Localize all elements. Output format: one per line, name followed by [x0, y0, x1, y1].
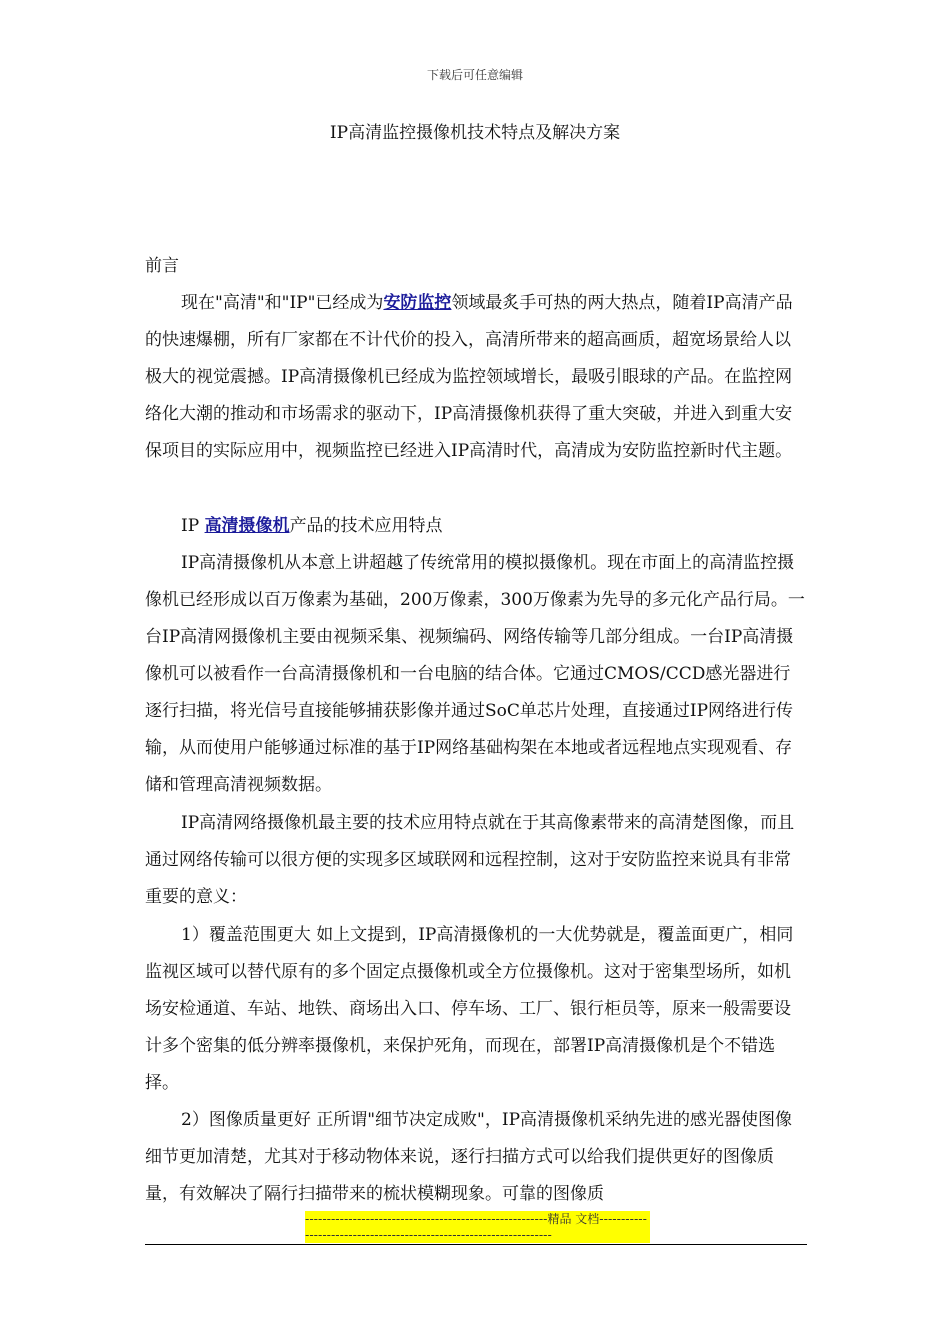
header-note: 下载后可任意编辑 — [426, 68, 523, 82]
key-features-paragraph: IP高清网络摄像机最主要的技术应用特点就在于其高像素带来的高清楚图像，而且通过网络传输可以很方便的实现多区域联网和远程控制，这对于安防监控来说具有非常重要的意义： — [145, 813, 795, 907]
intro-text-start: 现在"高清"和"IP"已经成为 — [181, 293, 384, 313]
image-quality-paragraph: 2）图像质量更好 正所谓"细节决定成败"，IP高清摄像机采纳先进的感光器使图像细节更加清楚，尤其对于移动物体来说，逐行扫描方式可以给我们提供更好的图像质量，有效解决了隔行扫描带来的梳状模糊现象。可靠的图像质 — [145, 1110, 793, 1204]
intro-paragraph — [145, 285, 807, 470]
hd-camera-link[interactable]: 高清摄像机 — [204, 516, 290, 536]
footer-banner: --------------------------------------------------------精品 文档-------------------------------------------------------------------- — [305, 1211, 650, 1243]
tech-overview-paragraph: IP高清摄像机从本意上讲超越了传统常用的模拟摄像机。现在市面上的高清监控摄像机已经形成以百万像素为基础，200万像素，300万像素为先导的多元化产品行局。一台IP高清网摄像机主要由视频采集、视频编码、网络传输等几部分组成。一台IP高清摄像机可以被看作一台高清摄像机和一台电脑的结合体。它通过CMOS/CCD感光器进行逐行扫描，将光信号直接能够捕获影像并通过SoC单芯片处理，直接通过IP网络进行传输，从而使用户能够通过标准的基于IP网络基础构架在本地或者远程地点实现观看、存储和管理高清视频数据。 — [145, 553, 805, 795]
section-heading-suffix: 产品的技术应用特点 — [289, 516, 443, 536]
footer-divider — [145, 1244, 807, 1245]
security-monitoring-link[interactable]: 安防监控 — [383, 293, 452, 313]
preface-heading: 前言 — [145, 256, 179, 276]
document-title: IP高清监控摄像机技术特点及解决方案 — [329, 123, 621, 143]
section-heading-prefix: IP — [181, 516, 205, 536]
coverage-paragraph: 1）覆盖范围更大 如上文提到，IP高清摄像机的一大优势就是，覆盖面更广，相同监视区域可以替代原有的多个固定点摄像机或全方位摄像机。这对于密集型场所，如机场安检通道、车站、地铁、商场出入口、停车场、工厂、银行柜员等，原来一般需要设计多个密集的低分辨率摄像机，来保护死角，而现在，部署IP高清摄像机是个不错选择。 — [145, 925, 794, 1093]
section-heading — [145, 508, 807, 545]
intro-text-rest: 领域最炙手可热的两大热点，随着IP高清产品的快速爆棚，所有厂家都在不计代价的投入，高清所带来的超高画质，超宽场景给人以极大的视觉震撼。IP高清摄像机已经成为监控领域增长，最吸引眼球的产品。在监控网络化大潮的推动和市场需求的驱动下，IP高清摄像机获得了重大突破，并进入到重大安保项目的实际应用中，视频监控已经进入IP高清时代，高清成为安防监控新时代主题。 — [145, 293, 793, 461]
